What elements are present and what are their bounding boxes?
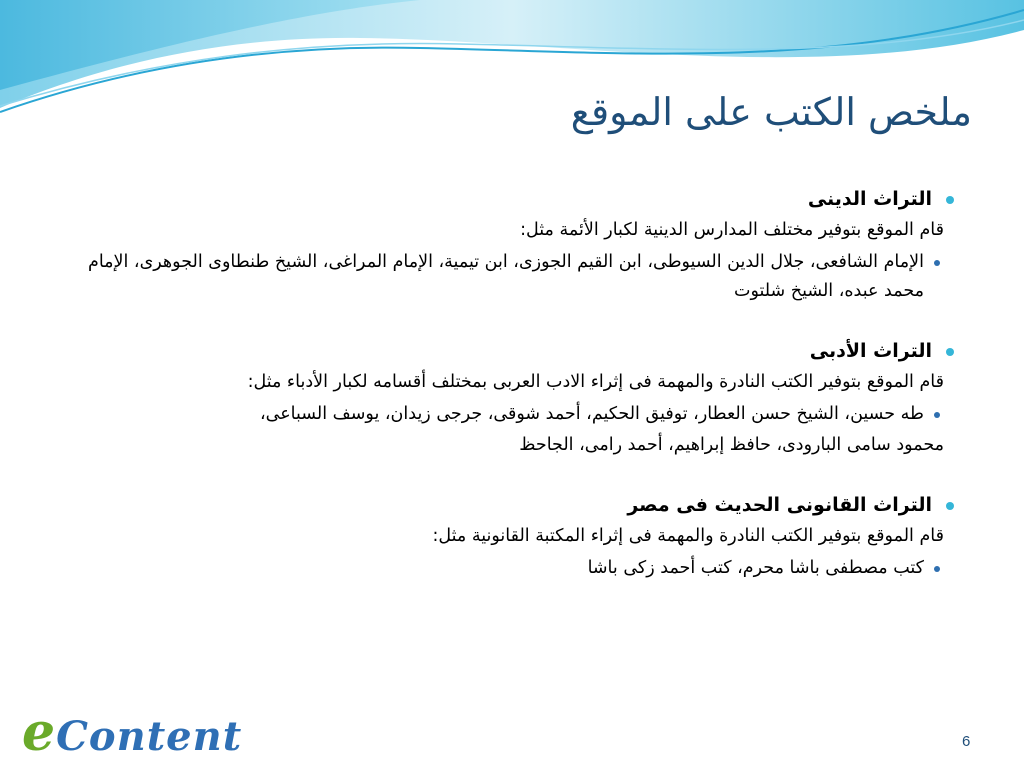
content-body <box>70 188 954 617</box>
bullet-icon <box>946 348 954 356</box>
section-legal-heritage <box>70 494 954 583</box>
page-number: 6 <box>962 733 971 750</box>
sub-bullet-item <box>70 248 954 306</box>
section-religious-heritage <box>70 188 954 306</box>
section-description: قام الموقع بتوفير الكتب النادرة والمهمة فى إثراء الادب العربى بمختلف أقسامه لكبار الأدباء مثل: <box>247 372 944 392</box>
section-heading <box>70 494 954 516</box>
sub-bullet-text: الإمام الشافعى، جلال الدين السيوطى، ابن القيم الجوزى، ابن تيمية، الإمام المراغى، الشيخ طنطاوى الجوهرى، الإمام محمد عبده، الشيخ شلتوت <box>87 252 924 301</box>
sub-bullet-icon <box>934 412 940 418</box>
section-literary-heritage <box>70 340 954 460</box>
bullet-icon <box>946 502 954 510</box>
section-description: قام الموقع بتوفير مختلف المدارس الدينية لكبار الأئمة مثل: <box>520 220 944 240</box>
econtent-logo: eContent <box>22 702 243 763</box>
bullet-icon <box>946 196 954 204</box>
section-heading-text: التراث الدينى <box>807 188 932 210</box>
sub-bullet-item <box>70 554 954 583</box>
sub-bullet-icon <box>934 566 940 572</box>
sub-bullet-text: طه حسين، الشيخ حسن العطار، توفيق الحكيم، أحمد شوقى، جرجى زيدان، يوسف السباعى، <box>259 404 924 424</box>
section-heading <box>70 340 954 362</box>
section-description: قام الموقع بتوفير الكتب النادرة والمهمة فى إثراء المكتبة القانونية مثل: <box>432 526 944 546</box>
sub-bullet-continuation: محمود سامى البارودى، حافظ إبراهيم، أحمد رامى، الجاحظ <box>519 435 944 455</box>
section-heading-text: التراث القانونى الحديث فى مصر <box>627 494 932 516</box>
slide-title: ملخص الكتب على الموقع <box>570 90 972 134</box>
sub-bullet-item <box>70 400 954 429</box>
section-heading-text: التراث الأدبى <box>809 340 932 362</box>
section-heading <box>70 188 954 210</box>
sub-bullet-text: كتب مصطفى باشا محرم، كتب أحمد زكى باشا <box>587 558 924 578</box>
sub-bullet-icon <box>934 260 940 266</box>
